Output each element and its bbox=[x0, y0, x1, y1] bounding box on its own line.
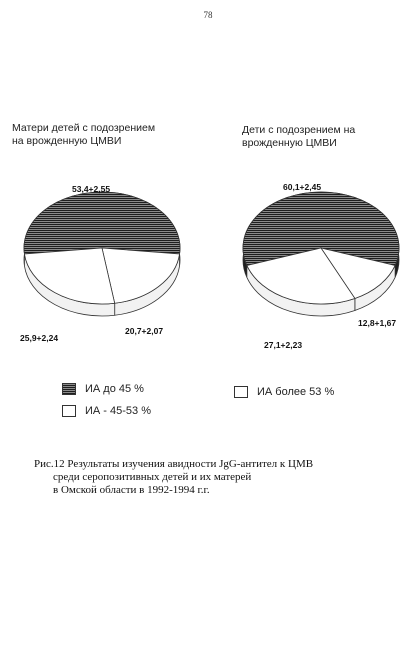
right-pie-chart bbox=[236, 190, 406, 330]
left-label-light: 25,9+2,24 bbox=[20, 333, 59, 343]
right-label-light: 27,1+2,23 bbox=[264, 340, 303, 350]
page-number: 78 bbox=[203, 10, 213, 20]
right-label-dark: 60,1+2,45 bbox=[283, 182, 322, 192]
pie-slice bbox=[24, 248, 114, 304]
legend-item-mid-avidity bbox=[62, 405, 151, 417]
left-chart-title: Матери детей с подозрением на врожденную ЦМВИ bbox=[12, 122, 156, 147]
left-label-dark: 53,4+2,55 bbox=[72, 184, 111, 194]
caption-line-1: Рис.12 Результаты изучения авидности JgG-антител к ЦМВ bbox=[34, 458, 314, 470]
left-pie-chart bbox=[17, 190, 187, 330]
right-label-small: 12,8+1,67 bbox=[358, 318, 397, 328]
legend-swatch-light bbox=[62, 405, 76, 417]
caption-line-3: в Омской области в 1992-1994 г.г. bbox=[53, 484, 210, 496]
right-chart-title: Дети с подозрением на врожденную ЦМВИ bbox=[242, 124, 356, 149]
legend-label: ИА - 45-53 % bbox=[85, 405, 151, 417]
legend-item-high-avidity bbox=[234, 386, 334, 398]
figure-caption bbox=[34, 458, 313, 497]
legend-item-low-avidity bbox=[62, 383, 144, 395]
caption-line-2: среди серопозитивных детей и их матерей bbox=[53, 471, 252, 483]
pie-slice bbox=[24, 192, 180, 254]
pie-slice bbox=[102, 248, 180, 303]
legend-swatch-white bbox=[234, 386, 248, 398]
legend-swatch-dark bbox=[62, 383, 76, 395]
legend-label: ИА до 45 % bbox=[85, 383, 144, 395]
legend-label: ИА более 53 % bbox=[257, 386, 335, 398]
left-label-middle: 20,7+2,07 bbox=[125, 326, 164, 336]
